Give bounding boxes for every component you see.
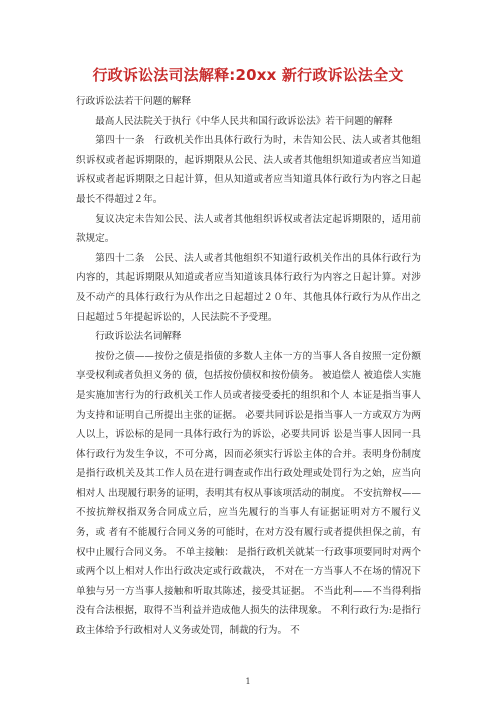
paragraph-glossary-body: 按份之债——按份之债是指债的多数人主体一方的当事人各自按照一定份额享受权利或者负担义务的 债，包括按份债权和按份债务。 被追偿人 被追偿人实施是实施加害行为的行政机关工作人员或者接受委托的组织和个人 本证是指当事人为支持和证明自己所提出主张的证据。 必要共同诉讼是指当事人一方或双方为两人以上，诉讼标的是同一具体行政行为的诉讼，必要共同诉 讼是当事人因同一具体行政行为发生争议，不可分离，因而必须实行诉讼主体的合并。表明身份制度是指行政机关及其工作人员在进行调查或作出行政处理或处罚行为之始，应当向相对人 出现履行职务的证明，表明其有权从事该项活动的制度。 不安抗辩权——不按抗辩权指双务合同成立后，应当先履行的当事人有证据证明对方不履行义务，或 者有不能履行合同义务的可能时，在对方没有履行或者提供担保之前，有权中止履行合同义务。 不单主接触： 是指行政机关就某一行政事项要同时对两个或两个以上相对人作出行政决定或行政裁决， 不对在一方当事人不在场的情况下单独与另一方当事人接触和听取其陈述，接受其证据。 不当此利——不当得利指没有合法根据，取得不当利益并造成他人损失的法律现象。 不利行政行为:是指行政主体给予行政相对人义务或处罚，制裁的行为。 不 bbox=[76, 350, 421, 637]
paragraph-review-decision: 复议决定未告知公民、法人或者其他组织诉权或者法定起诉期限的，适用前款规定。 bbox=[76, 213, 421, 245]
paragraph-section-heading: 行政诉讼法若干问题的解释 bbox=[76, 96, 192, 107]
page-number: 1 bbox=[245, 677, 251, 686]
document-title: 行政诉讼法司法解释:20xx 新行政诉讼法全文 bbox=[92, 66, 404, 84]
document-body bbox=[76, 92, 421, 641]
paragraph-article-42: 第四十二条 公民、法人或者其他组织不知道行政机关作出的具体行政行为内容的，其起诉期限从知道或者应当知道该具体行政行为内容之日起计算。对涉及不动产的具体行政行为从作出之日起超过２０年、其他具体行政行为从作出之日起超过５年提起诉讼的，人民法院不予受理。 bbox=[76, 252, 421, 323]
paragraph-interpretation-title: 最高人民法院关于执行《中华人民共和国行政诉讼法》若干问题的解释 bbox=[95, 115, 393, 127]
paragraph-glossary-heading: 行政诉讼法名词解释 bbox=[95, 331, 182, 343]
paragraph-article-41: 第四十一条 行政机关作出具体行政行为时，未告知公民、法人或者其他组织诉权或者起诉期限的，起诉期限从公民、法人或者其他组织知道或者应当知道诉权或者起诉期限之日起计算，但从知道或者应当知道具体行政行为内容之日起最长不得超过２年。 bbox=[76, 135, 421, 205]
